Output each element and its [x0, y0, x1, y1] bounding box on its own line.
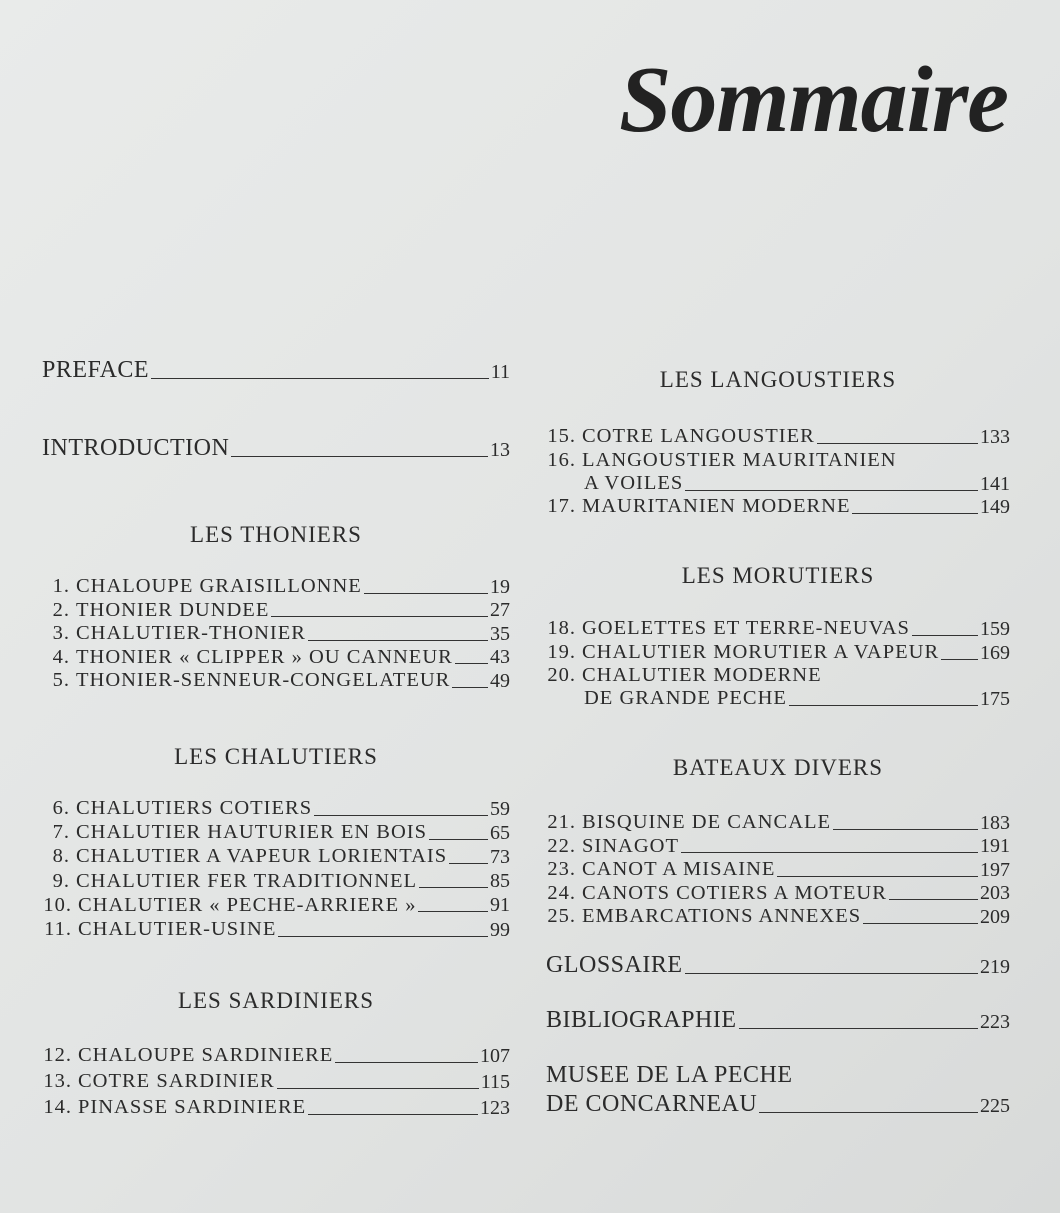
entry-number: 7. [52, 821, 70, 844]
toc-entry-continuation[interactable] [546, 688, 1010, 709]
dot-leader [759, 1112, 978, 1113]
toc-entry-preface[interactable] [42, 358, 510, 382]
entry-label: CHALUTIERS COTIERS [76, 797, 313, 819]
entry-label: CHALOUPE GRAISILLONNE [76, 575, 362, 597]
dot-leader [739, 1028, 979, 1029]
section-heading-langoustiers: LES LANGOUSTIERS [659, 367, 897, 392]
page-number: 27 [490, 599, 510, 621]
toc-entry[interactable] [42, 670, 510, 691]
entry-label: DE CONCARNEAU [546, 1091, 758, 1117]
entry-label: CHALUTIER « PECHE-ARRIERE » [78, 893, 417, 916]
toc-entry[interactable] [546, 618, 1010, 639]
dot-leader [335, 1062, 478, 1063]
section-heading-sardiniers: LES SARDINIERS [177, 988, 375, 1013]
entry-number: 17. [547, 495, 576, 517]
page-number: 159 [980, 617, 1010, 640]
entry-label: CHALUTIER MORUTIER A VAPEUR [582, 641, 940, 663]
dot-leader [833, 829, 978, 830]
dot-leader [852, 513, 978, 514]
entry-label: MAURITANIEN MODERNE [582, 495, 851, 517]
entry-number: 13. [43, 1070, 72, 1092]
page-number: 123 [480, 1096, 510, 1119]
entry-label: GOELETTES ET TERRE-NEUVAS [582, 617, 910, 639]
toc-entry[interactable] [42, 846, 510, 867]
dot-leader [455, 663, 488, 664]
page-number: 197 [980, 858, 1010, 881]
toc-entry[interactable] [546, 906, 1010, 927]
page-number: 175 [980, 687, 1010, 710]
entry-label: PREFACE [42, 357, 150, 383]
entry-number: 15. [547, 425, 576, 447]
dot-leader [308, 1114, 478, 1115]
entry-number: 8. [52, 845, 70, 868]
entry-number: 19. [547, 641, 576, 663]
entry-label: A VOILES [584, 472, 684, 494]
toc-entry-musee[interactable] [546, 1063, 1010, 1087]
entry-label: CHALUTIER-THONIER [76, 622, 306, 644]
dot-leader [151, 378, 489, 379]
page-number: 43 [490, 646, 510, 668]
page-number: 11 [490, 361, 510, 383]
dot-leader [308, 640, 488, 641]
entry-label: SINAGOT [582, 834, 679, 857]
toc-entry[interactable] [42, 600, 510, 621]
page-number: 65 [490, 821, 510, 844]
toc-entry[interactable] [42, 822, 510, 843]
dot-leader [271, 616, 488, 617]
page-number: 13 [490, 439, 510, 461]
page-number: 191 [980, 835, 1010, 857]
toc-entry[interactable] [42, 1071, 510, 1092]
toc-entry[interactable] [42, 895, 510, 916]
toc-entry[interactable] [42, 1097, 510, 1118]
dot-leader [364, 593, 488, 594]
dot-leader [817, 443, 978, 444]
toc-entry[interactable] [546, 812, 1010, 833]
page-number: 223 [980, 1011, 1010, 1033]
toc-entry[interactable] [546, 450, 1010, 471]
entry-label: LANGOUSTIER MAURITANIEN [582, 449, 897, 471]
page-number: 133 [980, 425, 1010, 448]
dot-leader [314, 815, 488, 816]
entry-label: COTRE SARDINIER [78, 1070, 275, 1092]
page-number: 149 [980, 495, 1010, 518]
page-number: 49 [490, 669, 510, 692]
entry-label: COTRE LANGOUSTIER [582, 425, 815, 447]
toc-entry-introduction[interactable] [42, 436, 510, 460]
section-heading-chalutiers: LES CHALUTIERS [174, 744, 378, 769]
toc-entry-musee-continuation[interactable] [546, 1092, 1010, 1116]
entry-number: 11. [44, 918, 72, 940]
page-number: 59 [490, 797, 510, 820]
entry-label: GLOSSAIRE [546, 952, 683, 978]
toc-entry[interactable] [546, 665, 1010, 686]
entry-number: 10. [43, 893, 72, 916]
page-number: 183 [980, 811, 1010, 834]
entry-number: 21. [547, 811, 576, 833]
entry-number: 5. [52, 669, 70, 691]
dot-leader [418, 911, 488, 912]
page-title: Sommaire [619, 48, 1008, 152]
entry-label: CHALUTIER FER TRADITIONNEL [76, 869, 418, 892]
toc-entry[interactable] [546, 642, 1010, 663]
dot-leader [449, 863, 488, 864]
dot-leader [231, 456, 488, 457]
toc-entry[interactable] [42, 871, 510, 892]
entry-number: 14. [43, 1096, 72, 1118]
page-number: 19 [490, 575, 510, 598]
entry-label: CHALUTIER HAUTURIER EN BOIS [76, 821, 427, 844]
page-number: 107 [480, 1044, 510, 1067]
dot-leader [863, 923, 978, 924]
page-number: 209 [980, 905, 1010, 928]
entry-number: 16. [547, 449, 576, 471]
entry-label: EMBARCATIONS ANNEXES [582, 905, 862, 927]
dot-leader [941, 659, 978, 660]
entry-label: CHALUTIER MODERNE [582, 664, 822, 686]
entry-number: 3. [52, 622, 70, 644]
entry-label: CANOT A MISAINE [582, 858, 776, 880]
page-number: 169 [980, 641, 1010, 664]
dot-leader [889, 899, 978, 900]
toc-entry[interactable] [546, 426, 1010, 447]
section-heading-morutiers: LES MORUTIERS [681, 563, 875, 588]
dot-leader [912, 635, 978, 636]
page-number: 85 [490, 870, 510, 893]
dot-leader [278, 936, 488, 937]
entry-number: 22. [547, 834, 576, 857]
page-number: 73 [490, 845, 510, 868]
entry-label: BIBLIOGRAPHIE [546, 1007, 737, 1033]
entry-label: PINASSE SARDINIERE [78, 1096, 307, 1118]
page-number: 225 [980, 1095, 1010, 1117]
entry-number: 18. [547, 617, 576, 639]
entry-number: 25. [547, 905, 576, 927]
toc-entry-continuation[interactable] [546, 473, 1010, 494]
page-number: 115 [480, 1070, 510, 1093]
entry-label: CHALUTIER A VAPEUR LORIENTAIS [76, 845, 448, 868]
entry-number: 24. [547, 881, 576, 904]
page-number: 141 [980, 472, 1010, 495]
dot-leader [452, 687, 488, 688]
entry-number: 6. [52, 797, 70, 819]
entry-label: CANOTS COTIERS A MOTEUR [582, 881, 887, 904]
entry-label: THONIER DUNDEE [76, 598, 270, 621]
toc-entry[interactable] [546, 496, 1010, 517]
toc-entry[interactable] [546, 859, 1010, 880]
section-heading-divers: BATEAUX DIVERS [672, 755, 884, 780]
dot-leader [681, 852, 978, 853]
entry-label: DE GRANDE PECHE [584, 687, 787, 709]
toc-entry[interactable] [42, 1045, 510, 1066]
toc-entry-bibliographie[interactable] [546, 1008, 1010, 1032]
entry-label: BISQUINE DE CANCALE [582, 811, 832, 833]
entry-label: CHALUTIER-USINE [78, 918, 277, 940]
section-heading-thoniers: LES THONIERS [190, 522, 362, 547]
toc-entry[interactable] [42, 647, 510, 668]
toc-entry[interactable] [42, 919, 510, 940]
dot-leader [419, 887, 488, 888]
entry-number: 4. [52, 645, 70, 668]
entry-label: MUSEE DE LA PECHE [546, 1062, 793, 1088]
dot-leader [685, 490, 978, 491]
entry-label: INTRODUCTION [42, 435, 230, 461]
toc-entry[interactable] [42, 798, 510, 819]
dot-leader [777, 876, 978, 877]
entry-number: 20. [547, 664, 576, 686]
toc-entry-glossaire[interactable] [546, 953, 1010, 977]
entry-number: 9. [52, 869, 70, 892]
toc-entry[interactable] [42, 576, 510, 597]
entry-label: THONIER « CLIPPER » OU CANNEUR [76, 645, 453, 668]
page-number: 99 [490, 918, 510, 941]
dot-leader [429, 839, 488, 840]
page-number: 91 [490, 894, 510, 917]
entry-number: 12. [43, 1044, 72, 1066]
toc-entry[interactable] [546, 836, 1010, 857]
entry-number: 2. [52, 598, 70, 621]
dot-leader [789, 705, 978, 706]
page-number: 35 [490, 622, 510, 645]
dot-leader [685, 973, 978, 974]
entry-number: 23. [547, 858, 576, 880]
entry-label: THONIER-SENNEUR-CONGELATEUR [76, 669, 451, 691]
entry-label: CHALOUPE SARDINIERE [78, 1044, 334, 1066]
toc-entry[interactable] [546, 883, 1010, 904]
dot-leader [277, 1088, 479, 1089]
toc-entry[interactable] [42, 623, 510, 644]
entry-number: 1. [52, 575, 70, 597]
page-number: 203 [980, 882, 1010, 904]
page-number: 219 [980, 956, 1010, 978]
